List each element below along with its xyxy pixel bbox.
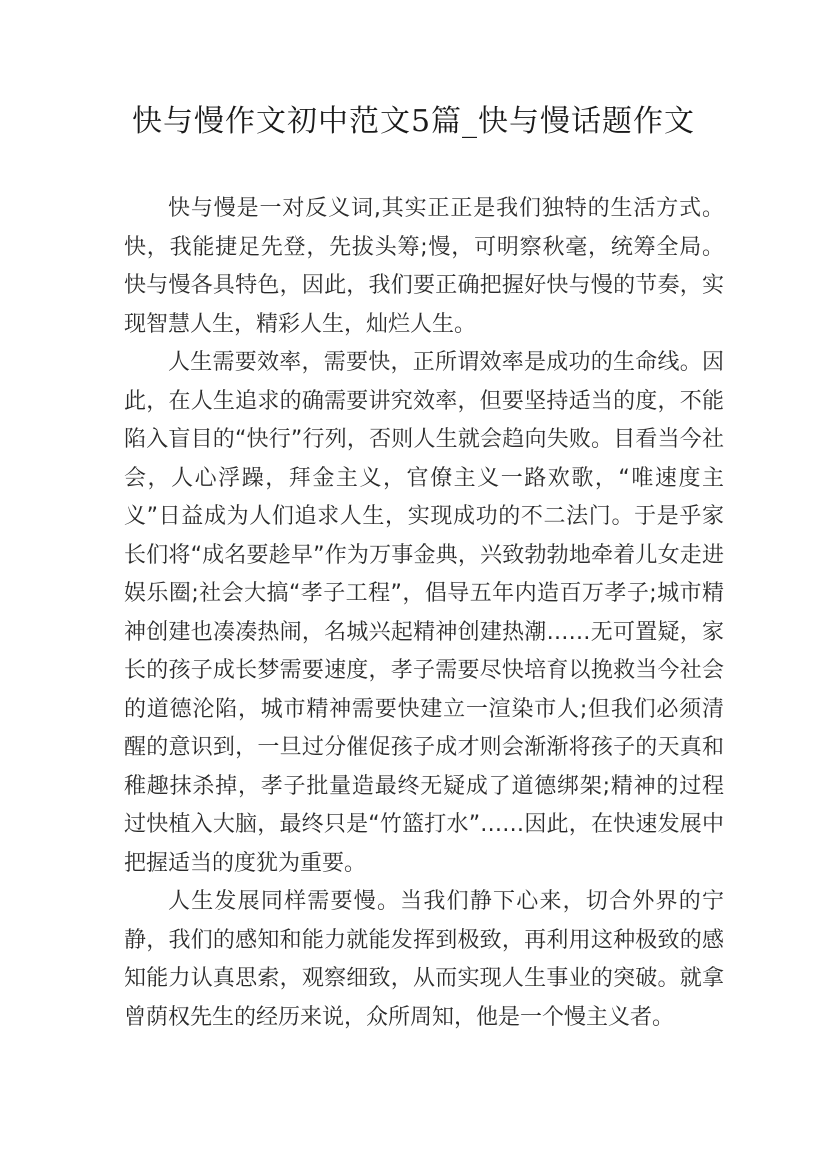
paragraph-1: 快与慢是一对反义词,其实正正是我们独特的生活方式。快，我能捷足先登，先拔头筹;慢，可明察秋毫，统筹全局。快与慢各具特色，因此，我们要正确把握好快与慢的节奏，实现智慧人生，精彩人生，灿烂人生。 <box>124 196 724 337</box>
document-title: 快与慢作文初中范文5篇_快与慢话题作文 <box>131 104 696 139</box>
document-body <box>124 190 724 1037</box>
paragraph-2: 人生需要效率，需要快，正所谓效率是成功的生命线。因此，在人生追求的确需要讲究效率，但要坚持适当的度，不能陷入盲目的“快行”行列，否则人生就会趋向失败。目看当今社会，人心浮躁，拜金主义，官僚主义一路欢歌，“唯速度主义”日益成为人们追求人生，实现成功的不二法门。于是乎家长们将“成名要趁早”作为万事金典，兴致勃勃地牵着儿女走进娱乐圈;社会大搞“孝子工程”，倡导五年内造百万孝子;城市精神创建也凑凑热闹，名城兴起精神创建热潮……无可置疑，家长的孩子成长梦需要速度，孝子需要尽快培育以挽救当今社会的道德沦陷，城市精神需要快建立一渲染市人;但我们必须清醒的意识到，一旦过分催促孩子成才则会渐渐将孩子的天真和稚趣抹杀掉，孝子批量造最终无疑成了道德绑架;精神的过程过快植入大脑，最终只是“竹篮打水”……因此，在快速发展中把握适当的度犹为重要。 <box>124 350 724 876</box>
paragraph-3: 人生发展同样需要慢。当我们静下心来，切合外界的宁静，我们的感知和能力就能发挥到极致，再利用这种极致的感知能力认真思索，观察细致，从而实现人生事业的突破。就拿曾荫权先生的经历来说，众所周知，他是一个慢主义者。 <box>124 889 724 1030</box>
